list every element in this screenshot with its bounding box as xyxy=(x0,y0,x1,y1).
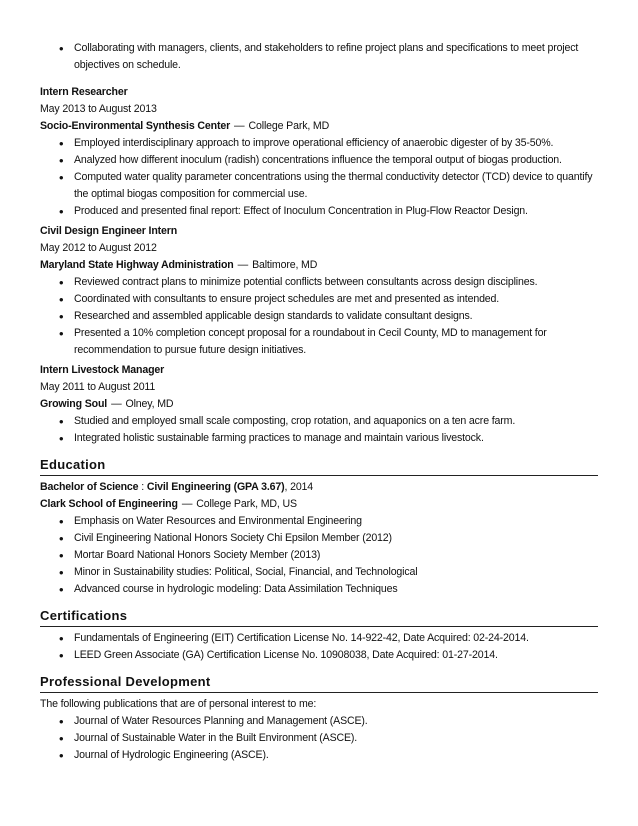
org-name: Growing Soul xyxy=(40,398,108,410)
org-name: Socio-Environmental Synthesis Center xyxy=(40,120,231,132)
publication-bullets xyxy=(40,713,598,764)
list-item: • Computed water quality parameter concentrations using the thermal conductivity detector (TCD) device to quantify the optimal biogas composition for commercial use. xyxy=(40,169,598,203)
list-item: • Fundamentals of Engineering (EIT) Certification License No. 14-922-42, Date Acquired: 02-24-2014. xyxy=(40,630,598,647)
list-item: • Analyzed how different inoculum (radish) concentrations influence the temporal output of biogas production. xyxy=(40,152,598,169)
list-item: • LEED Green Associate (GA) Certification License No. 10908038, Date Acquired: 01-27-2014. xyxy=(40,647,598,664)
education-section xyxy=(40,457,598,598)
job-dates: May 2012 to August 2012 xyxy=(40,242,157,254)
list-item: • Produced and presented final report: Effect of Inoculum Concentration in Plug-Flow Reactor Design. xyxy=(40,203,598,220)
list-item: • Advanced course in hydrologic modeling: Data Assimilation Techniques xyxy=(40,581,598,598)
prev-bullet-list xyxy=(40,40,598,74)
job-bullets xyxy=(40,274,598,359)
separator: — xyxy=(111,398,122,410)
list-item: • Integrated holistic sustainable farming practices to manage and maintain various livestock. xyxy=(40,430,598,447)
major: Civil Engineering (GPA 3.67) xyxy=(146,481,285,493)
experience-entry xyxy=(40,223,598,359)
job-bullets xyxy=(40,413,598,447)
list-item: • Emphasis on Water Resources and Environmental Engineering xyxy=(40,513,598,530)
school-name: Clark School of Engineering xyxy=(40,498,178,510)
job-dates: May 2011 to August 2011 xyxy=(40,381,156,393)
org-name: Maryland State Highway Administration xyxy=(40,259,234,271)
experience-entry xyxy=(40,362,598,447)
resume-page xyxy=(40,40,598,764)
list-item: • Civil Engineering National Honors Society Chi Epsilon Member (2012) xyxy=(40,530,598,547)
job-title: Intern Researcher xyxy=(40,86,128,98)
degree-separator: : xyxy=(138,481,147,493)
list-item: • Presented a 10% completion concept proposal for a roundabout in Cecil County, MD to management for recommendation to pursue future design initiatives. xyxy=(40,325,598,359)
list-item: • Collaborating with managers, clients, and stakeholders to refine project plans and specifications to meet project objectives on schedule. xyxy=(40,40,598,74)
list-item: • Journal of Water Resources Planning and Management (ASCE). xyxy=(40,713,598,730)
org-location: Baltimore, MD xyxy=(252,259,318,271)
job-bullets xyxy=(40,135,598,220)
degree-line xyxy=(40,479,598,496)
list-item: • Reviewed contract plans to minimize potential conflicts between consultants across design disciplines. xyxy=(40,274,598,291)
certifications-section xyxy=(40,608,598,664)
job-dates: May 2013 to August 2013 xyxy=(40,103,157,115)
job-title: Civil Design Engineer Intern xyxy=(40,225,178,237)
separator: — xyxy=(181,498,193,510)
education-bullets xyxy=(40,513,598,598)
list-item: • Journal of Hydrologic Engineering (ASCE). xyxy=(40,747,598,764)
professional-development-section xyxy=(40,674,598,764)
list-item: • Studied and employed small scale composting, crop rotation, and aquaponics on a ten acre farm. xyxy=(40,413,598,430)
section-intro: The following publications that are of personal interest to me: xyxy=(40,698,317,710)
list-item: • Researched and assembled applicable design standards to validate consultant designs. xyxy=(40,308,598,325)
section-heading-education: Education xyxy=(40,457,598,476)
section-heading-professional-development: Professional Development xyxy=(40,674,598,693)
experience-entry xyxy=(40,84,598,220)
job-title: Intern Livestock Manager xyxy=(40,364,165,376)
list-item: • Coordinated with consultants to ensure project schedules are met and presented as intended. xyxy=(40,291,598,308)
list-item: • Mortar Board National Honors Society Member (2013) xyxy=(40,547,598,564)
job-org-line xyxy=(40,396,598,413)
graduation-year: , 2014 xyxy=(284,481,314,493)
section-heading-certifications: Certifications xyxy=(40,608,598,627)
separator: — xyxy=(237,259,249,271)
list-item: • Minor in Sustainability studies: Political, Social, Financial, and Technological xyxy=(40,564,598,581)
certification-bullets xyxy=(40,630,598,664)
job-org-line xyxy=(40,118,598,135)
separator: — xyxy=(234,120,245,132)
org-location: College Park, MD xyxy=(248,120,330,132)
job-org-line xyxy=(40,257,598,274)
list-item: • Employed interdisciplinary approach to improve operational efficiency of anaerobic digester of by 35-50%. xyxy=(40,135,598,152)
school-location: College Park, MD, US xyxy=(196,498,297,510)
org-location: Olney, MD xyxy=(125,398,174,410)
list-item: • Journal of Sustainable Water in the Built Environment (ASCE). xyxy=(40,730,598,747)
school-line xyxy=(40,496,598,513)
degree: Bachelor of Science xyxy=(40,481,139,493)
